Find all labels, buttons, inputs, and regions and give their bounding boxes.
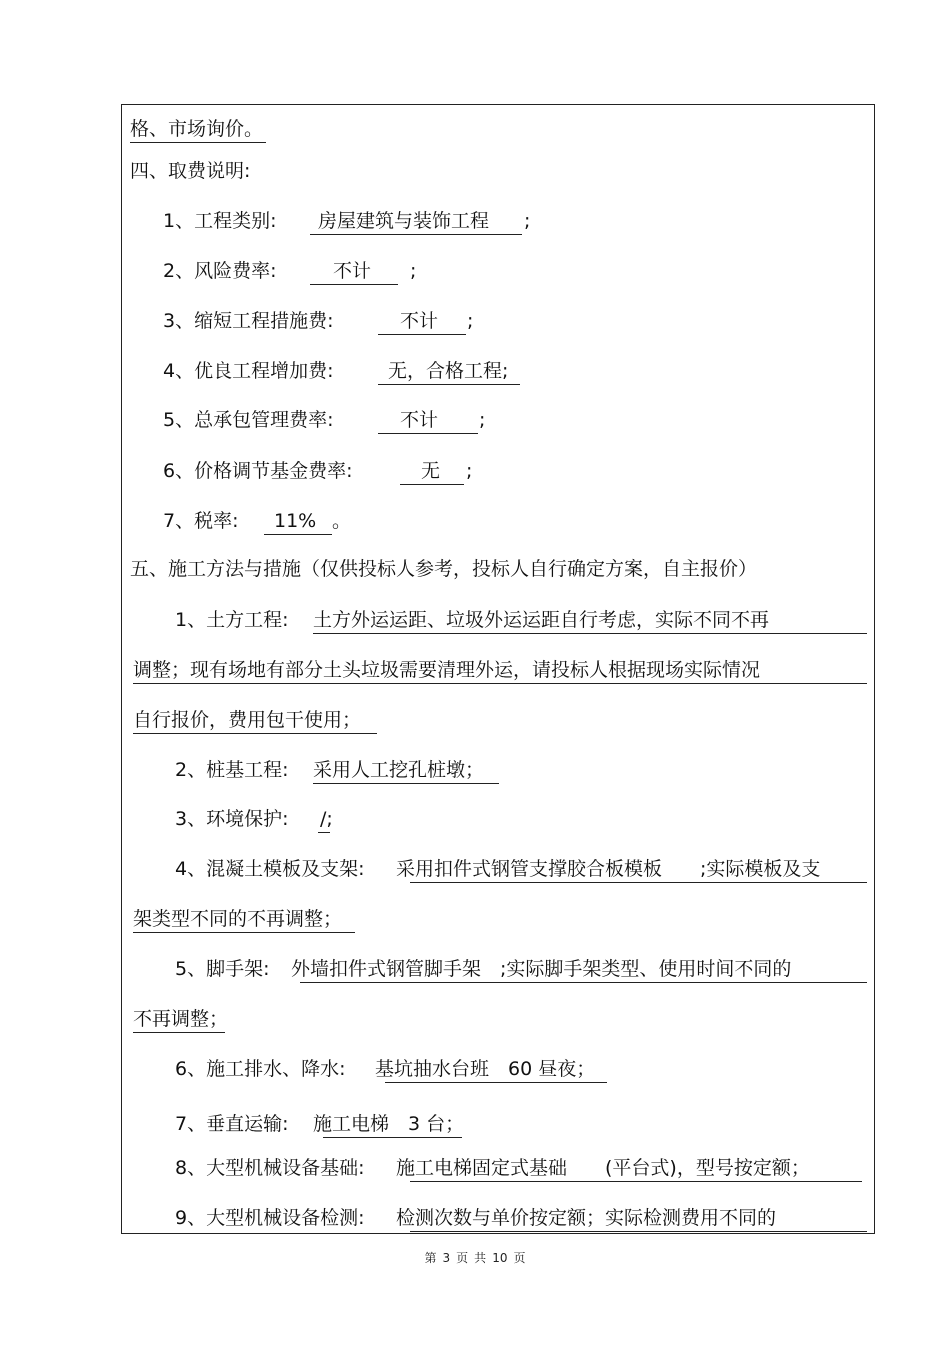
fee-1-label: 1、工程类别: <box>163 210 277 232</box>
underline <box>378 433 478 434</box>
fee-5-end: ; <box>479 409 486 431</box>
method-4-label: 4、混凝土模板及支架: <box>175 858 365 880</box>
underline <box>313 783 499 784</box>
fee-6-value: 无 <box>421 460 441 482</box>
fee-4-value: 无，合格工程; <box>388 360 509 382</box>
fee-7-value: 11% <box>274 510 317 532</box>
fee-2-label: 2、风险费率: <box>163 260 277 282</box>
fee-1-value: 房屋建筑与装饰工程 <box>318 210 490 232</box>
method-6-value: 基坑抽水台班 60 昼夜； <box>375 1058 596 1080</box>
fee-5-value: 不计 <box>400 409 439 431</box>
method-3-value: /; <box>320 808 333 830</box>
method-4-line-2: 架类型不同的不再调整； <box>133 908 343 930</box>
method-8-label: 8、大型机械设备基础: <box>175 1157 365 1179</box>
method-1-line-1: 土方外运运距、垃圾外运运距自行考虑，实际不同不再 <box>313 609 770 631</box>
underline <box>133 733 377 734</box>
footer-prefix: 第 <box>424 1251 437 1265</box>
method-7-label: 7、垂直运输: <box>175 1113 289 1135</box>
fee-3-end: ; <box>467 310 474 332</box>
underline <box>318 832 330 833</box>
method-1-line-2: 调整；现有场地有部分土头垃圾需要清理外运，请投标人根据现场实际情况 <box>133 659 761 681</box>
footer-total-word: 共 <box>474 1251 487 1265</box>
section-5-heading: 五、施工方法与措施（仅供投标人参考，投标人自行确定方案，自主报价） <box>130 558 758 580</box>
fee-2-value: 不计 <box>333 260 372 282</box>
page-number: 3 <box>442 1251 451 1265</box>
underline <box>313 633 867 634</box>
fee-6-label: 6、价格调节基金费率: <box>163 460 353 482</box>
underline <box>264 534 332 535</box>
method-1-label: 1、土方工程: <box>175 609 289 631</box>
fee-4-label: 4、优良工程增加费: <box>163 360 334 382</box>
method-5-line-2: 不再调整； <box>133 1008 229 1030</box>
continued-text: 格、市场询价。 <box>130 118 264 140</box>
footer-page-word: 页 <box>456 1251 469 1265</box>
footer-suffix: 页 <box>513 1251 526 1265</box>
method-4-line-1: 采用扣件式钢管支撑胶合板模板 ;实际模板及支 <box>396 858 821 880</box>
underline <box>310 284 398 285</box>
method-3-label: 3、环境保护: <box>175 808 289 830</box>
fee-1-end: ; <box>524 210 531 232</box>
method-1-line-3: 自行报价，费用包干使用； <box>133 709 362 731</box>
underline <box>133 683 867 684</box>
method-5-label: 5、脚手架: <box>175 958 270 980</box>
method-7-value: 施工电梯 3 台； <box>313 1113 465 1135</box>
underline <box>385 1082 607 1083</box>
fee-3-label: 3、缩短工程措施费: <box>163 310 334 332</box>
underline <box>300 982 867 983</box>
fee-5-label: 5、总承包管理费率: <box>163 409 334 431</box>
section-4-heading: 四、取费说明: <box>130 160 251 182</box>
underline <box>410 1181 862 1182</box>
fee-7-label: 7、税率: <box>163 510 239 532</box>
page-footer <box>0 1249 950 1266</box>
fee-3-value: 不计 <box>400 310 439 332</box>
underline <box>310 234 522 235</box>
fee-2-end: ; <box>410 260 417 282</box>
underline <box>400 484 464 485</box>
underline <box>130 142 266 143</box>
method-2-label: 2、桩基工程: <box>175 759 289 781</box>
underline <box>133 1032 225 1033</box>
underline <box>133 932 355 933</box>
method-8-value: 施工电梯固定式基础 (平台式)，型号按定额； <box>396 1157 810 1179</box>
underline <box>378 384 520 385</box>
underline <box>410 1231 867 1232</box>
underline <box>378 334 466 335</box>
page-total: 10 <box>492 1251 508 1265</box>
method-9-label: 9、大型机械设备检测: <box>175 1207 365 1229</box>
method-5-line-1: 外墙扣件式钢管脚手架 ;实际脚手架类型、使用时间不同的 <box>291 958 792 980</box>
method-6-label: 6、施工排水、降水: <box>175 1058 346 1080</box>
fee-6-end: ; <box>466 460 473 482</box>
method-2-value: 采用人工挖孔桩墩； <box>313 759 485 781</box>
method-9-value: 检测次数与单价按定额；实际检测费用不同的 <box>396 1207 777 1229</box>
underline <box>323 1137 462 1138</box>
underline <box>410 882 867 883</box>
fee-7-end: 。 <box>332 510 352 532</box>
